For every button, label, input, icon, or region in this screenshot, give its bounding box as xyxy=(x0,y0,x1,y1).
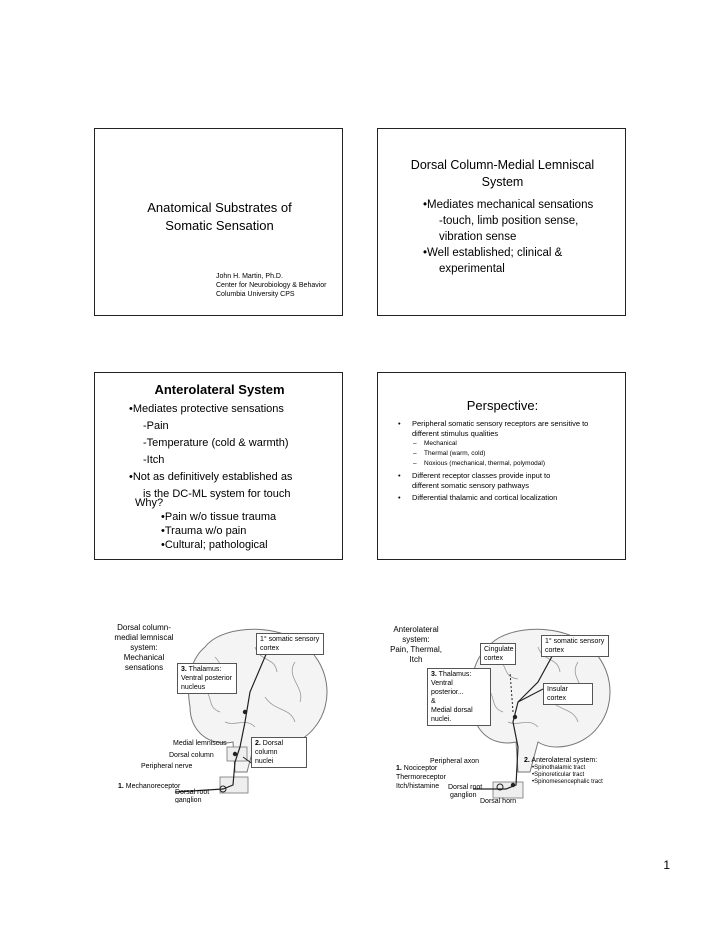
thalamus-label: 3. Thalamus: Ventral posterior... & Medial dorsal nuclei. xyxy=(427,668,491,726)
page-number: 1 xyxy=(663,858,670,872)
why-label: Why? xyxy=(135,497,164,509)
slide-4-body xyxy=(398,419,623,503)
author-name: John H. Martin, Ph.D. xyxy=(216,273,283,280)
slide-2-body xyxy=(423,197,593,277)
title-line-1: Anatomical Substrates of xyxy=(147,200,292,215)
slide-4 xyxy=(377,372,626,560)
al-side-label: Anterolateral system: Pain, Thermal, Itch xyxy=(390,625,442,664)
slide-3-body xyxy=(129,401,292,503)
dcml-side-label: Dorsal column- medial lemniscal system: Mechanical sensations xyxy=(114,623,174,672)
slide-3 xyxy=(94,372,343,560)
title-line-1: Dorsal Column-Medial Lemniscal xyxy=(410,158,595,172)
why-2: •Trauma w/o pain xyxy=(161,525,247,537)
bullet-2-b: experimental xyxy=(439,263,505,275)
dorsal-column-label: Dorsal column xyxy=(169,752,214,759)
slide-2 xyxy=(377,128,626,316)
why-1: •Pain w/o tissue trauma xyxy=(161,511,277,523)
cingulate-label: Cingulate cortex xyxy=(480,643,516,665)
peripheral-nerve-label: Peripheral nerve xyxy=(141,763,193,770)
sub-temperature: -Temperature (cold & warmth) xyxy=(143,437,289,449)
mechanoreceptor-label: 1. Mechanoreceptor xyxy=(118,783,181,790)
cortex-label: 1° somatic sensory cortex xyxy=(541,635,609,657)
bullet-2-b: is the DC-ML system for touch xyxy=(143,488,291,500)
slide-3-why xyxy=(135,496,276,552)
dcn-label: 2. Dorsal column nuclei xyxy=(251,737,307,768)
slide-4-title: Perspective: xyxy=(466,398,539,413)
bullet-1-sub-a: -touch, limb position sense, xyxy=(439,215,579,227)
thalamus-node xyxy=(513,715,517,719)
sub-pain: -Pain xyxy=(143,420,169,432)
slide-2-title xyxy=(378,157,626,191)
author-block xyxy=(216,272,327,299)
peripheral-axon-label: Peripheral axon xyxy=(430,758,480,765)
title-line-2: System xyxy=(481,175,524,189)
thalamus-node xyxy=(243,710,247,714)
affiliation-2: Columbia University CPS xyxy=(216,291,295,298)
nociceptor-label: 1. Nociceptor Thermoreceptor Itch/histamine xyxy=(396,765,446,790)
sub-noxious: – Noxious (mechanical, thermal, polymodal) xyxy=(413,460,546,467)
insular-label: Insular cortex xyxy=(543,683,593,705)
cortex-label: 1° somatic sensory cortex xyxy=(256,633,324,655)
slide-1 xyxy=(94,128,343,316)
drg-label: Dorsal root ganglion xyxy=(175,789,210,804)
dorsal-horn-node xyxy=(511,783,515,787)
slide-6 xyxy=(377,616,626,804)
affiliation-1: Center for Neurobiology & Behavior xyxy=(216,282,327,289)
sub-itch: -Itch xyxy=(143,454,165,466)
sub-thermal: – Thermal (warm, cold) xyxy=(413,450,486,457)
point-2: • Different receptor classes provide input to different somatic sensory pathways xyxy=(398,471,551,490)
al-system-label: 2. Anterolateral system: •Spinothalamic tract •Spinoreticular tract •Spinomesencephalic tract xyxy=(524,757,603,785)
slide-5 xyxy=(94,616,343,804)
bullet-2-a: •Well established; clinical & xyxy=(423,247,563,259)
bullet-2-a: •Not as definitively established as xyxy=(129,471,293,483)
bullet-1: •Mediates protective sensations xyxy=(129,403,284,415)
point-3: • Differential thalamic and cortical localization xyxy=(398,493,558,502)
drg-label: Dorsal root ganglion xyxy=(448,784,483,799)
dcn-node xyxy=(233,752,237,756)
why-3: •Cultural; pathological xyxy=(161,539,268,551)
thalamus-label: 3. Thalamus: Ventral posterior nucleus xyxy=(177,663,237,694)
slide-1-title xyxy=(95,199,343,235)
dorsal-horn-label: Dorsal horn xyxy=(480,798,517,804)
bullet-1-sub-b: vibration sense xyxy=(439,231,517,243)
medial-lemniscus-label: Medial lemniscus xyxy=(173,740,227,747)
point-1: • Peripheral somatic sensory receptors are sensitive to different stimulus qualities xyxy=(398,419,589,438)
spinal-cord-section xyxy=(493,782,523,798)
slide-3-title: Anterolateral System xyxy=(154,382,285,397)
title-line-2: Somatic Sensation xyxy=(165,218,274,233)
sub-mechanical: – Mechanical xyxy=(413,440,457,447)
bullet-1: •Mediates mechanical sensations xyxy=(423,199,594,211)
